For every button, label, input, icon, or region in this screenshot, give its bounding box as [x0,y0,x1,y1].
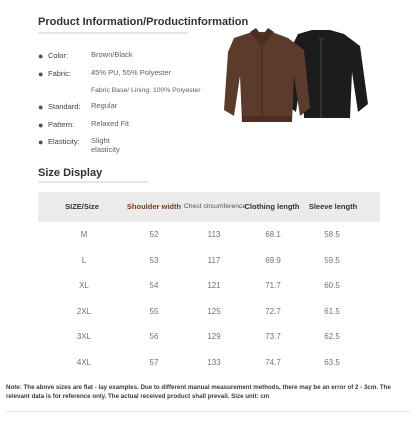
attribute-row-elasticity [38,136,136,154]
attribute-label: Elasticity: [48,137,80,146]
cell-size: 4XL [76,358,92,367]
attribute-row-fabric [38,68,221,80]
cell-chest: 125 [207,306,221,316]
cell-sleeve: 62.5 [324,332,340,342]
attribute-value: Regular [91,101,118,110]
cell-shoulder: 53 [149,255,159,265]
cell-shoulder: 56 [149,332,159,342]
cell-shoulder: 52 [149,230,159,239]
cell-shoulder: 57 [149,358,159,367]
note-divider [6,411,410,412]
cell-chest: 117 [207,255,221,265]
header-shoulder: Shoulder width [126,202,182,211]
jacket-photo [220,26,370,126]
brown-jacket-body [224,32,310,122]
cell-length: 73.7 [265,332,281,342]
fabric-lining: Fabric Base/ Lining: 100% Polyester [91,87,201,94]
bullet-icon: ● [38,102,44,112]
cell-length: 69.9 [265,255,281,265]
header-chest: Chest circumference [183,203,247,210]
cell-size: 2XL [76,306,92,316]
size-note: Note: The above sizes are flat - lay examples. Due to different manual measurement methods, there may be an error of 2 - 3cm. The relevant data is for reference only. The actual received product shall prevail. Size unit: cm [6,384,391,400]
bullet-icon: ● [38,51,44,61]
attribute-label: Fabric: [48,69,71,78]
bullet-icon: ● [38,137,44,147]
cell-size: 3XL [76,332,92,342]
cell-length: 72.7 [265,306,281,316]
bullet-icon: ● [38,120,44,130]
header-length: Clothing length [244,202,300,211]
cell-sleeve: 61.5 [324,306,340,316]
cell-sleeve: 63.5 [324,358,340,367]
attribute-value: Brown/Black [91,50,133,59]
product-info-title: Product Information/Productinformation [38,16,249,28]
cell-size: M [80,230,88,239]
attribute-value: 45% PU, 55% Polyester [91,68,172,77]
cell-sleeve: 59.5 [324,255,340,265]
cell-size: L [81,255,87,265]
cell-chest: 113 [207,230,221,239]
product-title-underline [38,32,188,34]
cell-sleeve: 60.5 [324,281,340,291]
attribute-row-color [38,50,221,62]
attribute-label: Color: [48,51,69,60]
attribute-row-standard [38,101,221,113]
cell-shoulder: 55 [149,306,159,316]
cell-length: 68.1 [265,230,281,239]
attribute-label: Standard: [48,102,81,111]
header-size: SIZE/Size [65,202,99,211]
cell-chest: 121 [207,281,221,291]
attribute-row-pattern [38,119,221,131]
cell-size: XL [79,281,89,291]
size-title-underline [38,181,148,183]
cell-shoulder: 54 [149,281,159,291]
header-sleeve: Sleeve length [308,202,358,211]
brown-jacket-hem [242,116,292,122]
bullet-icon: ● [38,69,44,79]
cell-chest: 133 [207,358,221,367]
cell-sleeve: 58.5 [324,230,340,239]
attribute-value: Relaxed Fit [91,119,129,128]
attribute-label: Pattern: [48,120,75,129]
attribute-value: Slight elasticity [91,136,120,154]
cell-chest: 129 [207,332,221,342]
cell-length: 74.7 [265,358,281,367]
cell-length: 71.7 [265,281,281,291]
size-table-header [38,192,380,222]
size-display-title: Size Display [38,167,103,179]
